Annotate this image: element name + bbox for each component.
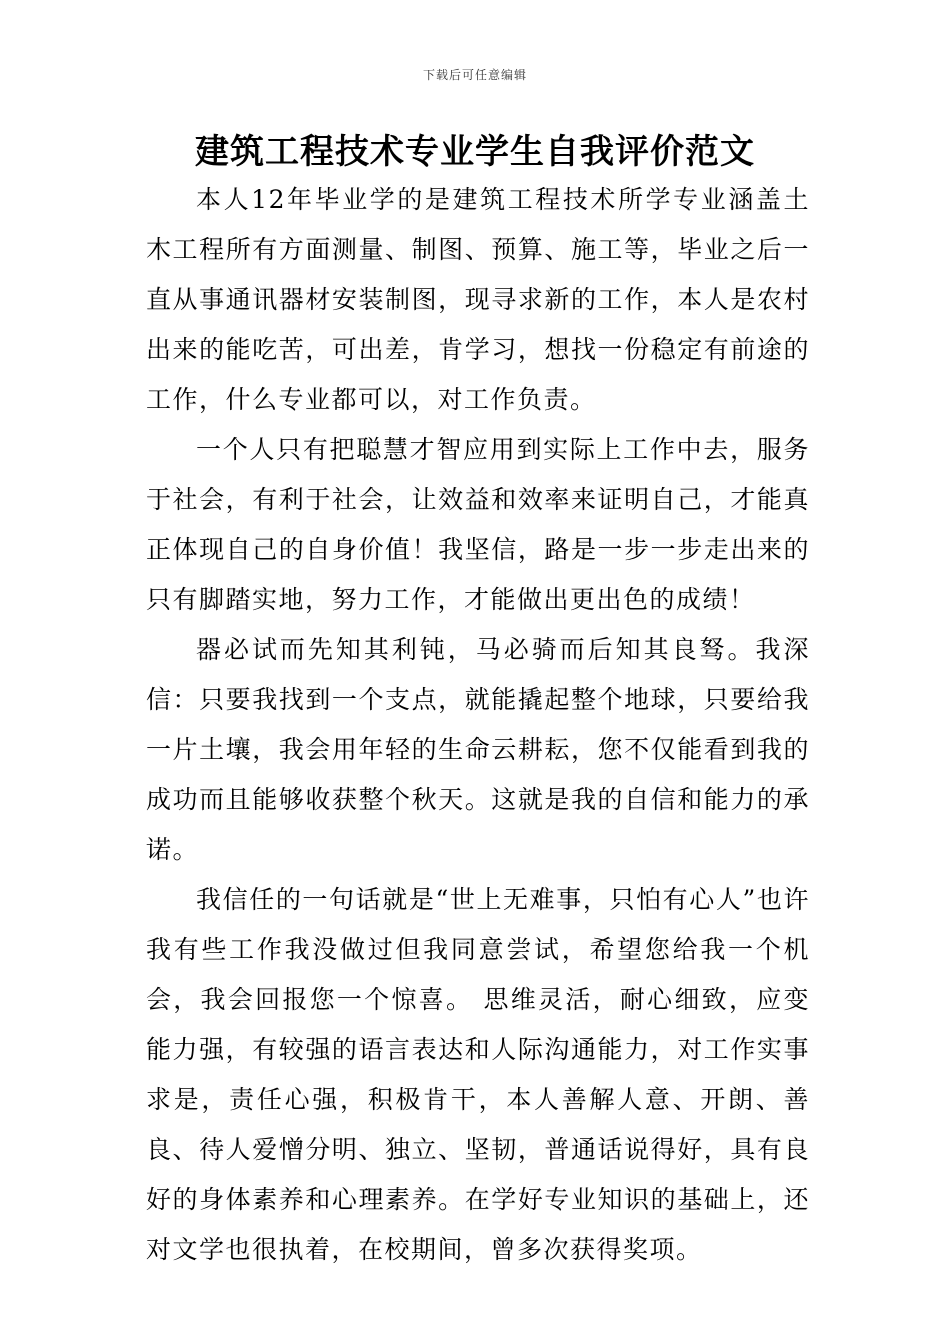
paragraph-2: 一个人只有把聪慧才智应用到实际上工作中去，服务于社会，有利于社会，让效益和效率来证明自己，才能真正体现自己的自身价值！我坚信，路是一步一步走出来的只有脚踏实地，努力工作，才能做出更出色的成绩！ bbox=[146, 435, 810, 614]
paragraph-3: 器必试而先知其利钝，马必骑而后知其良驽。我深信：只要我找到一个支点，就能撬起整个地球，只要给我一片土壤，我会用年轻的生命云耕耘，您不仅能看到我的成功而且能够收获整个秋天。这就是我的自信和能力的承诺。 bbox=[146, 635, 810, 864]
paragraph-4: 我信任的一句话就是“世上无难事，只怕有心人”也许我有些工作我没做过但我同意尝试，希望您给我一个机会，我会回报您一个惊喜。 思维灵活，耐心细致，应变能力强，有较强的语言表达和人际沟通能力，对工作实事求是，责任心强，积极肯干，本人善解人意、开朗、善良、待人爱憎分明、独立、坚韧，普通话说得好，具有良好的身体素养和心理素养。在学好专业知识的基础上，还对文学也很执着，在校期间，曾多次获得奖项。 bbox=[146, 885, 810, 1264]
document-body bbox=[146, 175, 810, 1275]
document-title: 建筑工程技术专业学生自我评价范文 bbox=[195, 132, 755, 172]
header-note: 下载后可任意编辑 bbox=[422, 68, 527, 82]
paragraph-1: 本人12年毕业学的是建筑工程技术所学专业涵盖土木工程所有方面测量、制图、预算、施工等，毕业之后一直从事通讯器材安装制图，现寻求新的工作，本人是农村出来的能吃苦，可出差，肯学习，想找一份稳定有前途的工作，什么专业都可以，对工作负责。 bbox=[146, 185, 810, 414]
